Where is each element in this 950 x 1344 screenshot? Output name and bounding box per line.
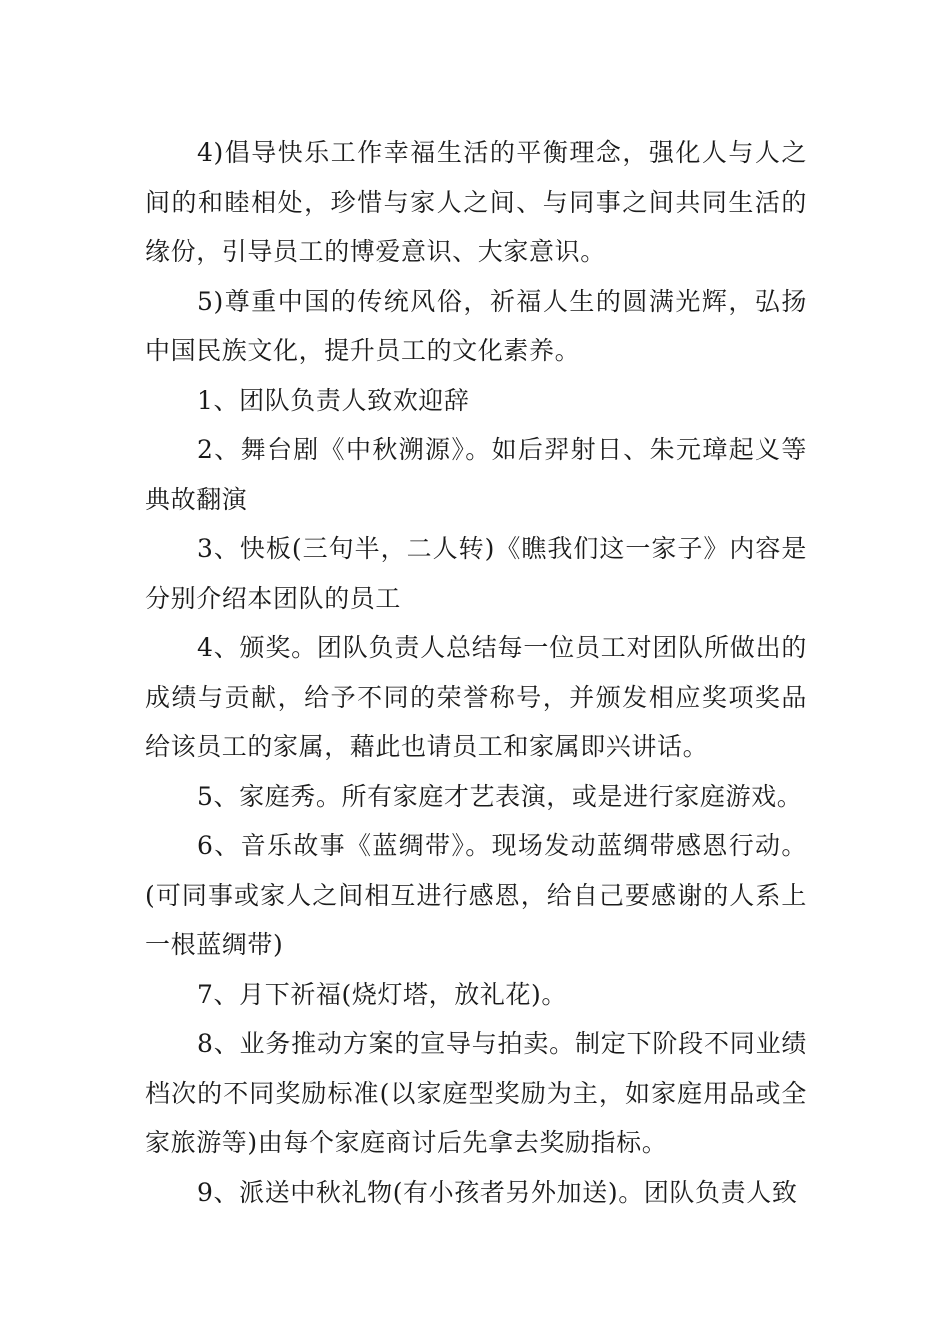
document-body [145, 128, 807, 1217]
paragraph-item-4: 4、颁奖。团队负责人总结每一位员工对团队所做出的成绩与贡献，给予不同的荣誉称号，并颁发相应奖项奖品给该员工的家属，藉此也请员工和家属即兴讲话。 [145, 633, 807, 761]
paragraph-item-9: 9、派送中秋礼物(有小孩者另外加送)。团队负责人致 [197, 1177, 798, 1207]
paragraph-item-8: 8、业务推动方案的宣导与拍卖。制定下阶段不同业绩档次的不同奖励标准(以家庭型奖励为主，如家庭用品或全家旅游等)由每个家庭商讨后先拿去奖励指标。 [145, 1029, 807, 1157]
paragraph-item-1: 1、团队负责人致欢迎辞 [197, 385, 470, 415]
paragraph-goal-4: 4)倡导快乐工作幸福生活的平衡理念，强化人与人之间的和睦相处，珍惜与家人之间、与同事之间共同生活的缘份，引导员工的博爱意识、大家意识。 [145, 138, 807, 266]
paragraph-item-7: 7、月下祈福(烧灯塔，放礼花)。 [197, 979, 568, 1009]
paragraph-item-2: 2、舞台剧《中秋溯源》。如后羿射日、朱元璋起义等典故翻演 [145, 435, 807, 514]
paragraph-item-5: 5、家庭秀。所有家庭才艺表演，或是进行家庭游戏。 [197, 781, 803, 811]
paragraph-goal-5: 5)尊重中国的传统风俗，祈福人生的圆满光辉，弘扬中国民族文化，提升员工的文化素养。 [145, 286, 807, 365]
paragraph-item-6: 6、音乐故事《蓝绸带》。现场发动蓝绸带感恩行动。(可同事或家人之间相互进行感恩，给自己要感谢的人系上一根蓝绸带) [145, 831, 807, 959]
paragraph-item-3: 3、快板(三句半，二人转)《瞧我们这一家子》内容是分别介绍本团队的员工 [145, 534, 807, 613]
